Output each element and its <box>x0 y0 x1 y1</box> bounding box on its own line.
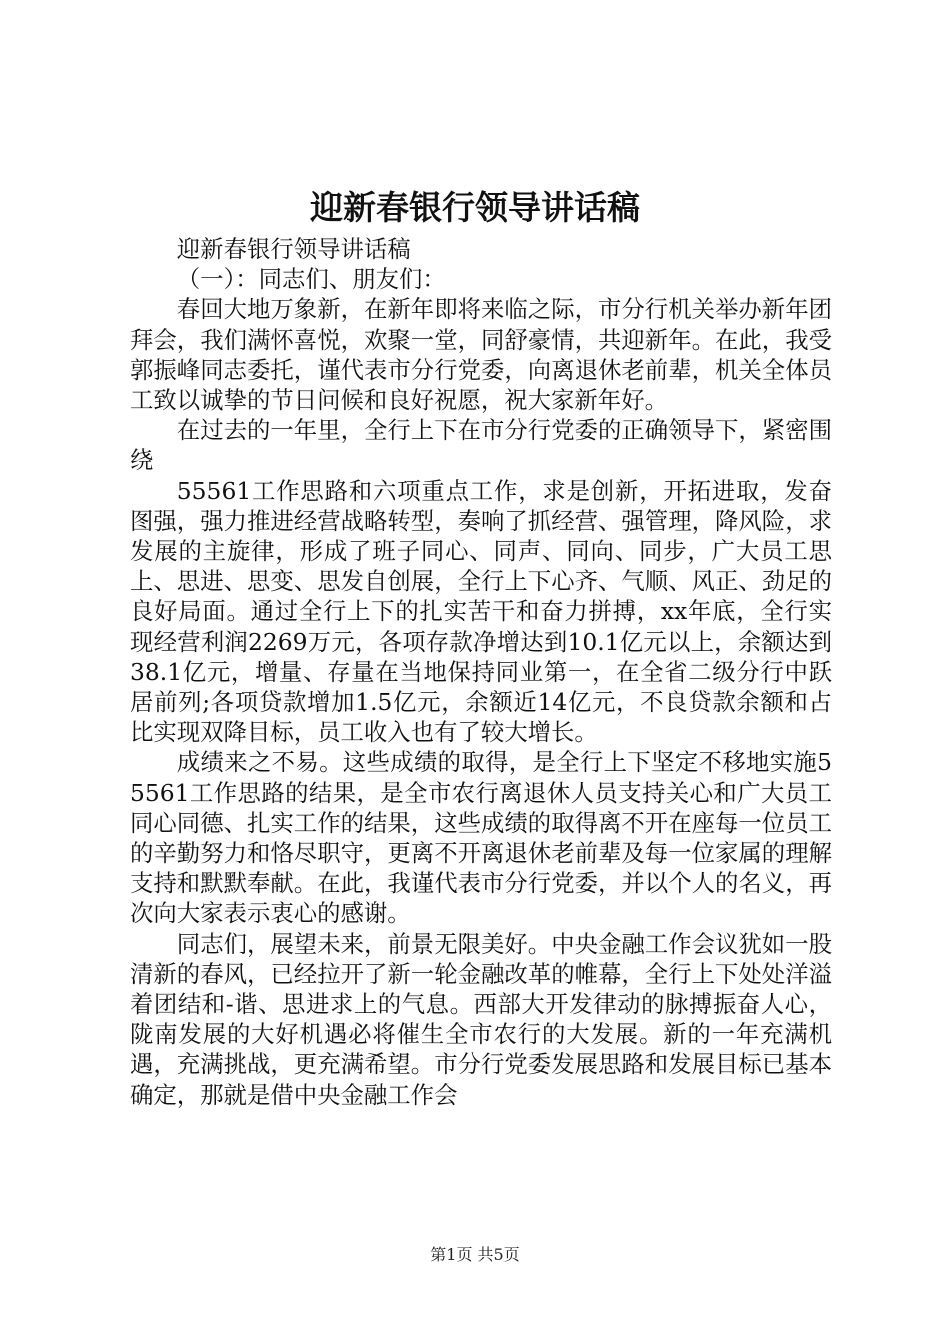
paragraph-subtitle: 迎新春银行领导讲话稿 <box>176 235 411 263</box>
paragraph-gratitude: 成绩来之不易。这些成绩的取得，是全行上下坚定不移地实施55561工作思路的结果，是全市农行离退休人员支持关心和广大员工同心同德、扎实工作的结果，这些成绩的取得离不开在座每一位员工的辛勤努力和恪尽职守，更离不开离退休老前辈及每一位家属的理解支持和默默奉献。在此，我谨代表市分行党委，并以个人的名义，再次向大家表示衷心的感谢。 <box>130 748 832 928</box>
paragraph-outlook: 同志们，展望未来，前景无限美好。中央金融工作会议犹如一股清新的春风，已经拉开了新一轮金融改革的帷幕，全行上下处处洋溢着团结和-谐、思进求上的气息。西部大开发律动的脉搏振奋人心，陇南发展的大好机遇必将催生全市农行的大发展。新的一年充满机遇，充满挑战，更充满希望。市分行党委发展思路和发展目标已基本确定，那就是借中央金融工作会 <box>130 929 832 1109</box>
paragraph-past-year: 在过去的一年里，全行上下在市分行党委的正确领导下，紧密围绕 <box>130 416 832 475</box>
document-title: 迎新春银行领导讲话稿 <box>310 188 640 227</box>
paragraph-opening: 春回大地万象新，在新年即将来临之际，市分行机关举办新年团拜会，我们满怀喜悦，欢聚一堂，同舒豪情，共迎新年。在此，我受郭振峰同志委托，谨代表市分行党委，向离退休老前辈，机关全体员工致以诚挚的节日问候和良好祝愿，祝大家新年好。 <box>130 295 832 415</box>
document-body <box>130 234 832 1110</box>
paragraph-salutation: （一）：同志们、朋友们： <box>176 265 446 294</box>
paragraph-achievements: 55561工作思路和六项重点工作，求是创新，开拓进取，发奋图强，强力推进经营战略转型，奏响了抓经营、强管理，降风险，求发展的主旋律，形成了班子同心、同声、同向、同步，广大员工思上、思进、思变、思发自创展，全行上下心齐、气顺、风正、劲足的良好局面。通过全行上下的扎实苦干和奋力拼搏，xx年底，全行实现经营利润2269万元，各项存款净增达到10.1亿元以上，余额达到38.1亿元，增量、存量在当地保持同业第一，在全省二级分行中跃居前列;各项贷款增加1.5亿元，余额近14亿元，不良贷款余额和占比实现双降目标，员工收入也有了较大增长。 <box>130 476 832 747</box>
page-footer: 第1页 共5页 <box>430 1245 520 1264</box>
